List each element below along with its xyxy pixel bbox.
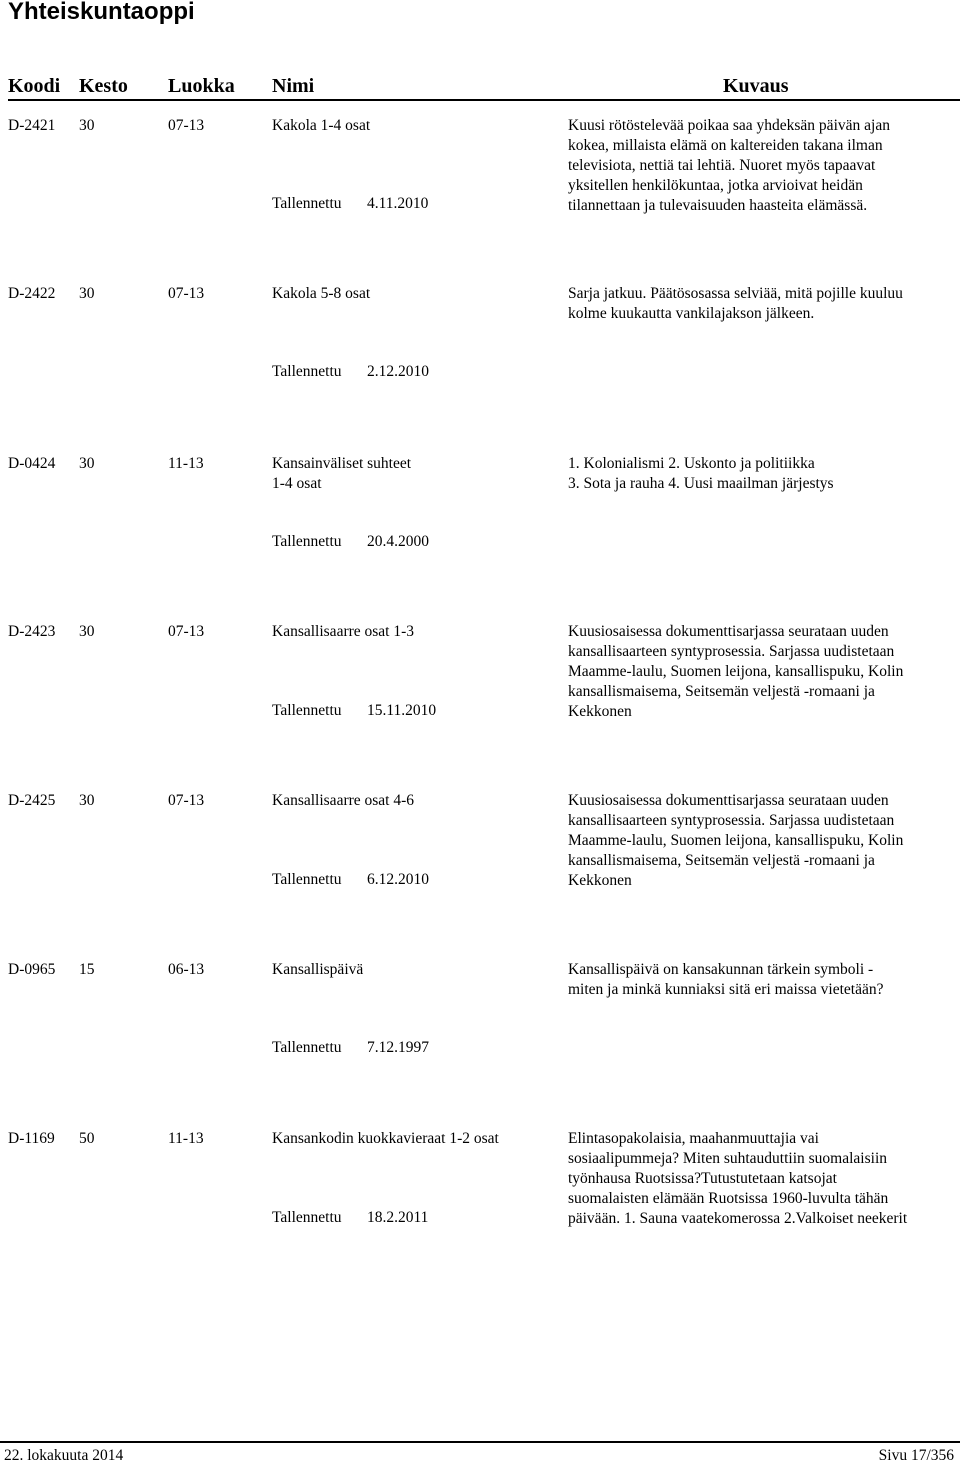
kuvaus-line: kolme kuukautta vankilajakson jälkeen. <box>568 305 815 322</box>
column-header-luokka: Luokka <box>168 75 235 97</box>
column-header-koodi: Koodi <box>8 75 61 97</box>
kuvaus-line: Kansallispäivä on kansakunnan tärkein symboli - <box>568 961 874 978</box>
row-kuvaus <box>568 116 890 216</box>
column-header-kesto: Kesto <box>79 75 128 97</box>
header-rule <box>8 99 960 101</box>
row-kuvaus <box>568 960 884 1000</box>
row-luokka: 11-13 <box>168 1130 204 1147</box>
row-nimi: Kansallisaarre osat 4-6 <box>272 792 415 809</box>
column-header-kuvaus: Kuvaus <box>723 75 789 97</box>
row-koodi: D-0424 <box>8 455 56 472</box>
kuvaus-line: kokea, millaista elämä on kaltereiden takana ilman <box>568 137 883 154</box>
row-tallennettu-label: Tallennettu <box>272 533 342 550</box>
kuvaus-line: kansallisaarteen syntyprosessia. Sarjassa uudistetaan <box>568 643 895 660</box>
row-nimi: Kansainväliset suhteet <box>272 455 412 472</box>
row-koodi: D-2421 <box>8 117 56 134</box>
row-tallennettu-date: 4.11.2010 <box>367 195 429 212</box>
row-kesto: 30 <box>79 285 95 302</box>
kuvaus-line: miten ja minkä kunniaksi sitä eri maissa vietetään? <box>568 981 884 998</box>
kuvaus-line: Kuusiosaisessa dokumenttisarjassa seurataan uuden <box>568 623 889 640</box>
kuvaus-line: Maamme-laulu, Suomen leijona, kansallispuku, Kolin <box>568 663 904 680</box>
row-kuvaus <box>568 622 903 722</box>
kuvaus-line: Kuusi rötöstelevää poikaa saa yhdeksän päivän ajan <box>568 117 890 134</box>
kuvaus-line: tilannettaan ja tulevaisuuden haasteita elämässä. <box>568 197 868 214</box>
kuvaus-line: kansallismaisema, Seitsemän veljestä -romaani ja <box>568 683 875 700</box>
row-nimi: Kansallispäivä <box>272 961 364 978</box>
kuvaus-line: päivään. 1. Sauna vaatekomerossa 2.Valkoiset neekerit <box>568 1210 908 1227</box>
row-kuvaus <box>568 284 903 324</box>
footer-page-number: Sivu 17/356 <box>878 1447 954 1464</box>
row-kesto: 15 <box>79 961 95 978</box>
row-koodi: D-2425 <box>8 792 56 809</box>
row-nimi: Kakola 1-4 osat <box>272 117 371 134</box>
row-nimi-line2: 1-4 osat <box>272 475 322 492</box>
row-luokka: 07-13 <box>168 117 205 134</box>
row-tallennettu-date: 2.12.2010 <box>367 363 429 380</box>
footer-rule <box>0 1441 960 1443</box>
kuvaus-line: Kekkonen <box>568 703 632 720</box>
row-kuvaus <box>568 1129 907 1229</box>
row-tallennettu-label: Tallennettu <box>272 702 342 719</box>
kuvaus-line: 3. Sota ja rauha 4. Uusi maailman järjestys <box>568 475 834 492</box>
row-nimi: Kansankodin kuokkavieraat 1-2 osat <box>272 1130 499 1147</box>
kuvaus-line: suomalaisten elämään Ruotsissa 1960-luvulta tähän <box>568 1190 889 1207</box>
row-kesto: 30 <box>79 792 95 809</box>
row-kesto: 30 <box>79 623 95 640</box>
page-title: Yhteiskuntaoppi <box>8 0 195 25</box>
row-koodi: D-2422 <box>8 285 56 302</box>
kuvaus-line: Kuusiosaisessa dokumenttisarjassa seurataan uuden <box>568 792 889 809</box>
row-tallennettu-label: Tallennettu <box>272 871 342 888</box>
footer-date: 22. lokakuuta 2014 <box>4 1447 124 1464</box>
row-nimi: Kakola 5-8 osat <box>272 285 371 302</box>
row-kesto: 50 <box>79 1130 95 1147</box>
row-luokka: 07-13 <box>168 623 205 640</box>
row-luokka: 11-13 <box>168 455 204 472</box>
kuvaus-line: työnhausa Ruotsissa?Tutustutetaan katsojat <box>568 1170 837 1187</box>
row-tallennettu-label: Tallennettu <box>272 195 342 212</box>
row-tallennettu-date: 18.2.2011 <box>367 1209 429 1226</box>
kuvaus-line: 1. Kolonialismi 2. Uskonto ja politiikka <box>568 455 815 472</box>
row-kuvaus <box>568 791 903 891</box>
row-tallennettu-label: Tallennettu <box>272 363 342 380</box>
row-luokka: 07-13 <box>168 285 205 302</box>
row-luokka: 06-13 <box>168 961 205 978</box>
row-tallennettu-date: 6.12.2010 <box>367 871 429 888</box>
kuvaus-line: Maamme-laulu, Suomen leijona, kansallispuku, Kolin <box>568 832 904 849</box>
kuvaus-line: Kekkonen <box>568 872 632 889</box>
row-tallennettu-date: 15.11.2010 <box>367 702 437 719</box>
row-koodi: D-0965 <box>8 961 56 978</box>
kuvaus-line: yksitellen henkilökuntaa, jotka arvioivat heidän <box>568 177 863 194</box>
row-kesto: 30 <box>79 117 95 134</box>
column-header-nimi: Nimi <box>272 75 315 97</box>
row-kesto: 30 <box>79 455 95 472</box>
row-tallennettu-date: 20.4.2000 <box>367 533 429 550</box>
row-kuvaus <box>568 454 834 494</box>
row-luokka: 07-13 <box>168 792 205 809</box>
kuvaus-line: kansallismaisema, Seitsemän veljestä -romaani ja <box>568 852 875 869</box>
row-tallennettu-label: Tallennettu <box>272 1039 342 1056</box>
row-tallennettu-date: 7.12.1997 <box>367 1039 429 1056</box>
row-nimi: Kansallisaarre osat 1-3 <box>272 623 415 640</box>
kuvaus-line: televisiota, nettiä tai lehtiä. Nuoret myös tapaavat <box>568 157 876 174</box>
row-koodi: D-2423 <box>8 623 56 640</box>
row-koodi: D-1169 <box>8 1130 55 1147</box>
kuvaus-line: Elintasopakolaisia, maahanmuuttajia vai <box>568 1130 819 1147</box>
row-tallennettu-label: Tallennettu <box>272 1209 342 1226</box>
kuvaus-line: kansallisaarteen syntyprosessia. Sarjassa uudistetaan <box>568 812 895 829</box>
kuvaus-line: sosiaalipummeja? Miten suhtauduttiin suomalaisiin <box>568 1150 887 1167</box>
kuvaus-line: Sarja jatkuu. Päätösosassa selviää, mitä pojille kuuluu <box>568 285 903 302</box>
